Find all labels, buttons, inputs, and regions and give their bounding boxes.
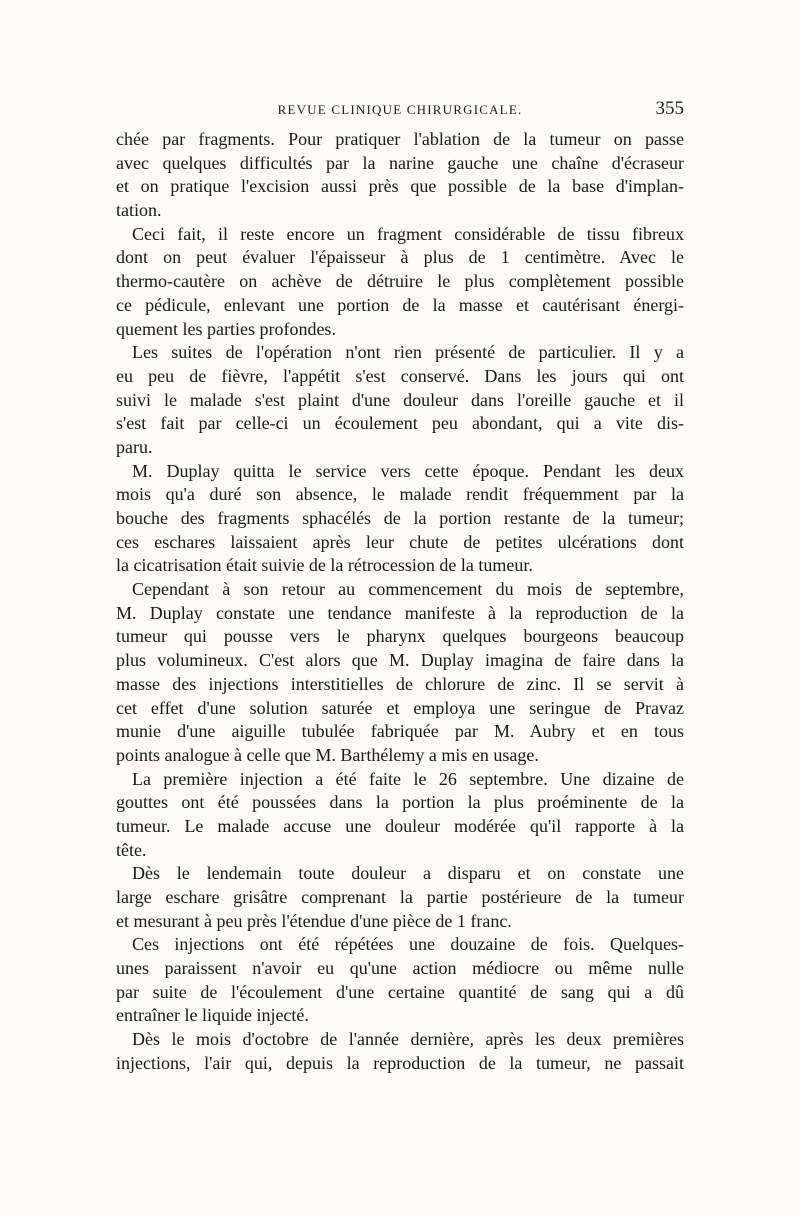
- text-line: tête.: [116, 839, 147, 860]
- text-line: Les suites de l'opération n'ont rien présenté de particulier. Il y a: [132, 342, 684, 363]
- running-head: [116, 98, 684, 124]
- text-line: la cicatrisation était suivie de la rétrocession de la tumeur.: [116, 555, 533, 576]
- text-line: large eschare grisâtre comprenant la partie postérieure de la tumeur: [116, 887, 684, 907]
- text-line: suivi le malade s'est plaint d'une douleur dans l'oreille gauche et il: [116, 389, 684, 410]
- text-line: tumeur qui pousse vers le pharynx quelques bourgeons beaucoup: [116, 626, 684, 647]
- page-number: 355: [655, 98, 684, 119]
- text-line: M. Duplay constate une tendance manifeste à la reproduction de la: [116, 602, 684, 623]
- text-line: mois qu'a duré son absence, le malade rendit fréquemment par la: [116, 484, 684, 505]
- text-line: dont on peut évaluer l'épaisseur à plus de 1 centimètre. Avec le: [116, 247, 684, 268]
- text-line: Ceci fait, il reste encore un fragment considérable de tissu fibreux: [132, 223, 684, 244]
- text-line: tumeur. Le malade accuse une douleur modérée qu'il rapporte à la: [116, 815, 684, 836]
- text-line: par suite de l'écoulement d'une certaine quantité de sang qui a dû: [116, 981, 684, 1002]
- text-line: munie d'une aiguille tubulée fabriquée par M. Aubry et en tous: [116, 721, 684, 742]
- text-line: M. Duplay quitta le service vers cette époque. Pendant les deux: [132, 460, 684, 481]
- text-line: avec quelques difficultés par la narine gauche une chaîne d'écraseur: [116, 152, 684, 173]
- text-line: et on pratique l'excision aussi près que possible de la base d'implan-: [116, 176, 684, 197]
- text-line: cet effet d'une solution saturée et employa une seringue de Pravaz: [116, 697, 684, 718]
- text-line: Cependant à son retour au commencement du mois de septembre,: [132, 579, 684, 600]
- text-line: ces eschares laissaient après leur chute de petites ulcérations dont: [116, 531, 684, 552]
- text-line: ce pédicule, enlevant une portion de la masse et cautérisant énergi-: [116, 294, 684, 315]
- text-line: entraîner le liquide injecté.: [116, 1005, 309, 1026]
- text-line: injections, l'air qui, depuis la reproduction de la tumeur, ne passait: [116, 1052, 684, 1073]
- text-line: chée par fragments. Pour pratiquer l'ablation de la tumeur on passe: [116, 129, 684, 149]
- body-text: [116, 128, 684, 1076]
- text-line: Dès le lendemain toute douleur a disparu et on constate une: [132, 863, 684, 884]
- text-line: masse des injections interstitielles de chlorure de zinc. Il se servit à: [116, 673, 684, 694]
- text-line: Ces injections ont été répétées une douzaine de fois. Quelques-: [132, 934, 684, 955]
- running-title: REVUE CLINIQUE CHIRURGICALE.: [277, 102, 523, 117]
- text-line: thermo-cautère on achève de détruire le plus complètement possible: [116, 271, 684, 292]
- text-line: plus volumineux. C'est alors que M. Duplay imagina de faire dans la: [116, 650, 684, 671]
- text-line: points analogue à celle que M. Barthélemy a mis en usage.: [116, 744, 539, 765]
- text-line: Dès le mois d'octobre de l'année dernière, après les deux premières: [132, 1029, 684, 1050]
- text-line: s'est fait par celle-ci un écoulement peu abondant, qui a vite dis-: [116, 413, 684, 434]
- text-line: quement les parties profondes.: [116, 318, 336, 339]
- text-line: bouche des fragments sphacélés de la portion restante de la tumeur;: [116, 508, 684, 528]
- text-line: eu peu de fièvre, l'appétit s'est conservé. Dans les jours qui ont: [116, 365, 684, 386]
- text-line: et mesurant à peu près l'étendue d'une pièce de 1 franc.: [116, 910, 512, 931]
- text-line: unes paraissent n'avoir eu qu'une action médiocre ou même nulle: [116, 958, 684, 979]
- text-line: paru.: [116, 436, 153, 457]
- text-line: La première injection a été faite le 26 septembre. Une dizaine de: [132, 768, 684, 789]
- text-line: tation.: [116, 200, 162, 221]
- text-line: gouttes ont été poussées dans la portion la plus proéminente de la: [116, 792, 684, 813]
